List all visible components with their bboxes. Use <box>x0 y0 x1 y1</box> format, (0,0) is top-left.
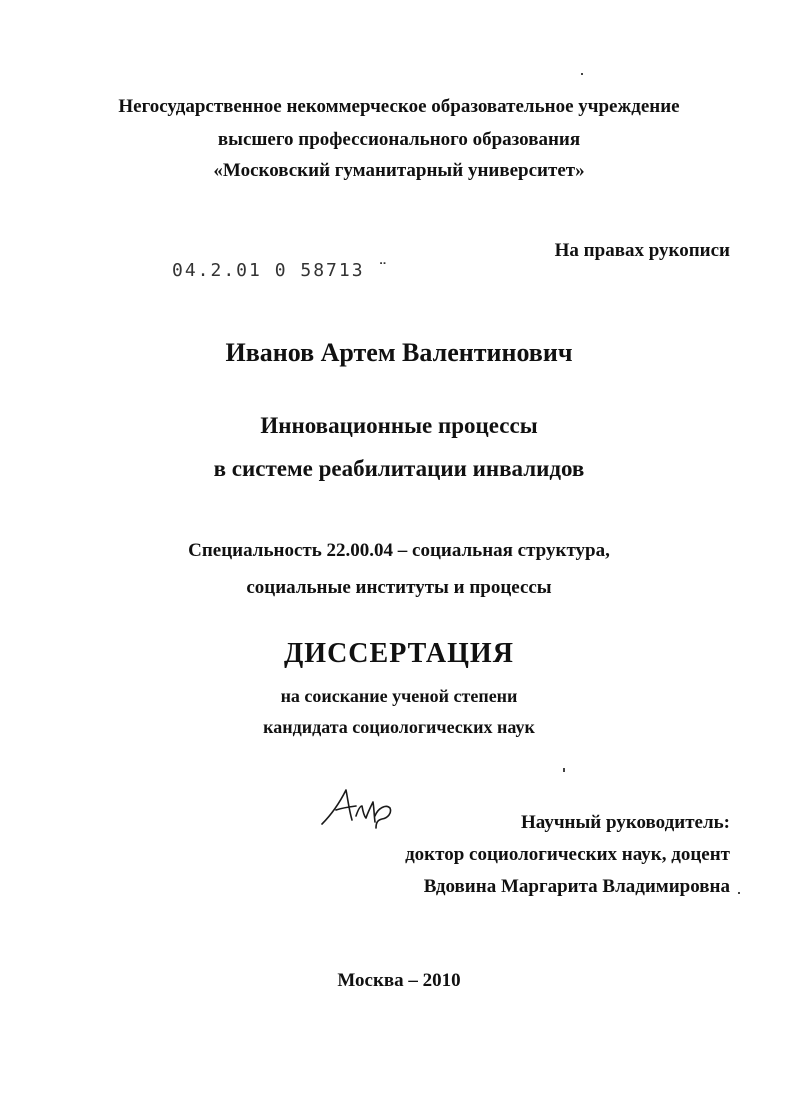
manuscript-note: На правах рукописи <box>554 240 730 261</box>
scan-speck <box>738 892 740 894</box>
specialty-line-1: Специальность 22.00.04 – социальная структура, <box>188 540 610 561</box>
supervisor-label: Научный руководитель: <box>521 812 730 833</box>
document-type: ДИССЕРТАЦИЯ <box>284 638 514 669</box>
supervisor-degree: доктор социологических наук, доцент <box>405 844 730 865</box>
catalog-stamp: 04.2.01 0 58713 ¨ <box>172 260 391 281</box>
degree-line-2: кандидата социологических наук <box>263 717 535 737</box>
place-year: Москва – 2010 <box>337 970 461 991</box>
scan-speck <box>581 73 583 75</box>
supervisor-name: Вдовина Маргарита Владимировна <box>423 876 730 897</box>
institution-line-2: высшего профессионального образования <box>217 129 581 150</box>
author-name: Иванов Артем Валентинович <box>225 338 573 367</box>
signature-image <box>318 786 394 832</box>
scan-speck <box>563 768 565 772</box>
degree-line-1: на соискание ученой степени <box>280 686 518 706</box>
title-line-2: в системе реабилитации инвалидов <box>213 456 585 481</box>
institution-line-3: «Московский гуманитарный университет» <box>213 160 585 181</box>
title-line-1: Инновационные процессы <box>260 413 538 438</box>
institution-line-1: Негосударственное некоммерческое образовательное учреждение <box>118 96 680 117</box>
specialty-line-2: социальные институты и процессы <box>246 577 552 598</box>
